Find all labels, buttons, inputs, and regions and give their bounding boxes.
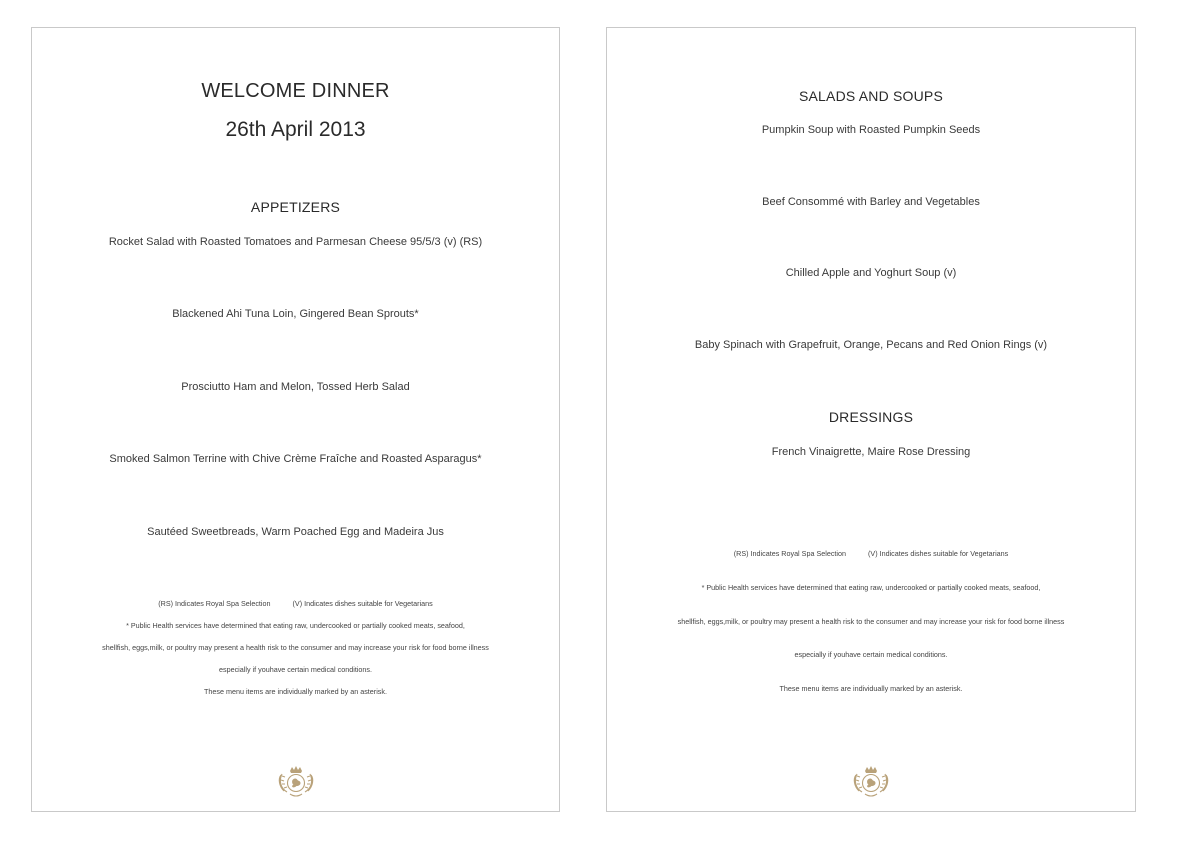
salads-soups-heading: SALADS AND SOUPS xyxy=(798,88,944,104)
menu-item: Smoked Salmon Terrine with Chive Crème Fraîche and Roasted Asparagus* xyxy=(109,453,482,465)
menu-item: Rocket Salad with Roasted Tomatoes and Parmesan Cheese 95/5/3 (v) (RS) xyxy=(108,236,483,248)
health-note: especially if youhave certain medical conditions. xyxy=(794,650,948,659)
menu-title: WELCOME DINNER xyxy=(201,80,390,102)
menu-item: Blackened Ahi Tuna Loin, Gingered Bean Sprouts* xyxy=(172,308,419,320)
dressings-heading: DRESSINGS xyxy=(828,409,914,425)
health-note: shellfish, eggs,milk, or poultry may present a health risk to the consumer and may increase your risk for food borne illness xyxy=(102,643,489,652)
crest-logo-icon xyxy=(849,758,893,802)
menu-item: Chilled Apple and Yoghurt Soup (v) xyxy=(785,267,957,279)
health-note: * Public Health services have determined that eating raw, undercooked or partially cooked meats, seafood, xyxy=(701,583,1041,592)
crest-logo-icon xyxy=(274,758,318,802)
legend-royal-spa: (RS) Indicates Royal Spa Selection xyxy=(733,549,847,558)
menu-date: 26th April 2013 xyxy=(225,118,366,141)
menu-item: Sautéed Sweetbreads, Warm Poached Egg and Madeira Jus xyxy=(147,526,444,538)
legend-royal-spa: (RS) Indicates Royal Spa Selection xyxy=(158,599,271,608)
menu-item: Pumpkin Soup with Roasted Pumpkin Seeds xyxy=(761,124,981,136)
menu-page-right xyxy=(606,27,1136,812)
legend-vegetarian: (V) Indicates dishes suitable for Vegetarians xyxy=(868,549,1009,558)
appetizers-heading: APPETIZERS xyxy=(250,199,341,215)
health-note: These menu items are individually marked by an asterisk. xyxy=(779,684,963,693)
health-note: These menu items are individually marked by an asterisk. xyxy=(204,687,387,696)
menu-page-left xyxy=(31,27,560,812)
menu-item: French Vinaigrette, Maire Rose Dressing xyxy=(771,446,971,458)
legend-vegetarian: (V) Indicates dishes suitable for Vegetarians xyxy=(292,599,433,608)
legend-row xyxy=(32,599,559,608)
menu-item: Baby Spinach with Grapefruit, Orange, Pecans and Red Onion Rings (v) xyxy=(694,339,1048,351)
health-note: shellfish, eggs,milk, or poultry may present a health risk to the consumer and may increase your risk for food borne illness xyxy=(677,617,1065,626)
health-note: * Public Health services have determined that eating raw, undercooked or partially cooked meats, seafood, xyxy=(126,621,465,630)
menu-item: Prosciutto Ham and Melon, Tossed Herb Salad xyxy=(181,381,410,393)
legend-row xyxy=(607,549,1135,558)
menu-item: Beef Consommé with Barley and Vegetables xyxy=(762,196,980,208)
health-note: especially if youhave certain medical conditions. xyxy=(218,665,372,674)
